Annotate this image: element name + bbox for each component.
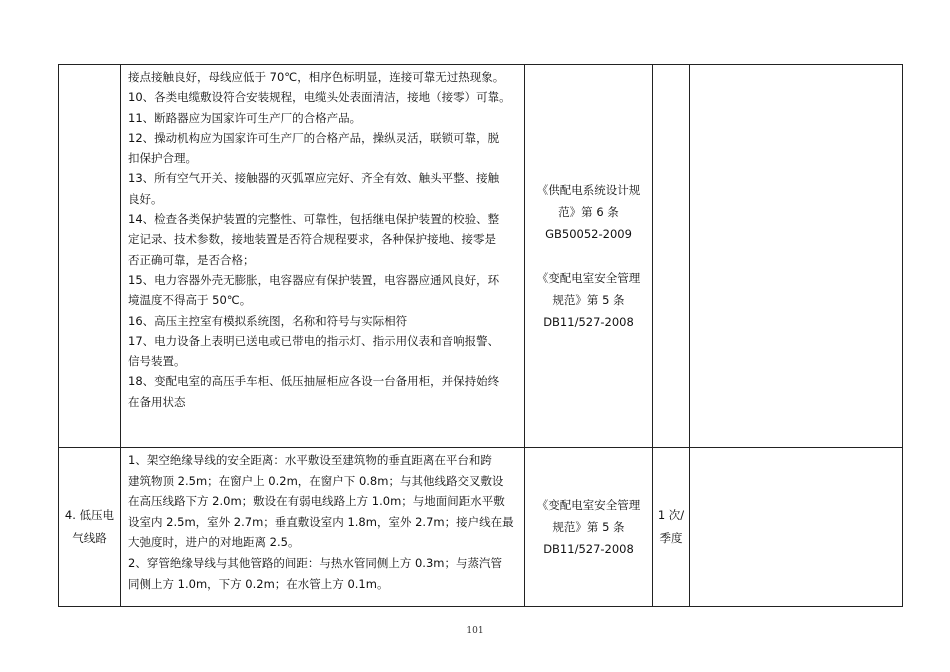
content-line: 定记录、技术参数，接地装置是否符合规程要求，各种保护接地、接零是 <box>128 232 496 247</box>
frequency-line: 1 次/ <box>657 508 685 522</box>
content-line: 17、电力设备上表明已送电或已带电的指示灯、指示用仪表和音响报警、 <box>128 333 500 348</box>
content-line: 11、断路器应为国家许可生产厂的合格产品。 <box>128 110 362 125</box>
content-line: 2、穿管绝缘导线与其他管路的间距：与热水管同侧上方 0.3m；与蒸汽管 <box>128 555 502 570</box>
content-line: 13、所有空气开关、接触器的灭弧罩应完好、齐全有效、触头平整、接触 <box>128 171 500 186</box>
content-cell <box>121 65 525 448</box>
content-line: 12、操动机构应为国家许可生产厂的合格产品，操纵灵活，联锁可靠，脱 <box>128 130 500 145</box>
content-line: 同侧上方 1.0m，下方 0.2m；在水管上方 0.1m。 <box>128 576 389 591</box>
remarks-cell <box>690 448 903 607</box>
remarks-cell <box>690 65 903 448</box>
content-line: 大弛度时，进户的对地距离 2.5。 <box>128 535 300 550</box>
page-number: 101 <box>466 626 484 636</box>
category-line: 气线路 <box>72 531 107 545</box>
content-line: 10、各类电缆敷设符合安装规程，电缆头处表面清洁，接地（接零）可靠。 <box>128 90 511 105</box>
frequency-cell <box>653 65 690 448</box>
content-line: 建筑物顶 2.5m；在窗户上 0.2m，在窗户下 0.8m；与其他线路交叉敷设 <box>128 473 504 488</box>
content-cell <box>121 448 525 607</box>
content-line: 境温度不得高于 50℃。 <box>128 293 252 308</box>
category-cell <box>59 448 121 607</box>
content-line: 在备用状态 <box>128 394 186 409</box>
content-line: 16、高压主控室有模拟系统图，名称和符号与实际相符 <box>128 313 408 328</box>
basis-line: 范》第 6 条 <box>558 205 619 219</box>
content-line: 在高压线路下方 2.0m；敷设在有弱电线路上方 1.0m；与地面间距水平敷 <box>128 494 505 509</box>
table-row <box>59 65 903 448</box>
content-line: 否正确可靠，是否合格； <box>128 252 255 267</box>
content-line: 15、电力容器外壳无膨胀，电容器应有保护装置，电容器应通风良好，环 <box>128 272 500 287</box>
basis-line: 规范》第 5 条 <box>552 520 625 534</box>
basis-cell <box>525 448 653 607</box>
category-cell <box>59 65 121 448</box>
basis-cell <box>525 65 653 448</box>
table-row <box>59 448 903 607</box>
frequency-cell <box>653 448 690 607</box>
basis-line: 《变配电室安全管理 <box>536 498 641 512</box>
content-line: 1、架空绝缘导线的安全距离：水平敷设至建筑物的垂直距离在平台和跨 <box>128 453 492 467</box>
basis-line: 《变配电室安全管理 <box>536 271 641 285</box>
content-line: 设室内 2.5m，室外 2.7m；垂直敷设室内 1.8m，室外 2.7m；接户线在最 <box>128 514 514 529</box>
content-line: 信号装置。 <box>128 354 186 369</box>
content-line: 扣保护合理。 <box>128 151 197 166</box>
frequency-line: 季度 <box>659 531 683 545</box>
content-line: 良好。 <box>128 191 163 206</box>
basis-line: GB50052-2009 <box>545 227 632 241</box>
basis-line: 规范》第 5 条 <box>552 293 625 307</box>
content-line: 接点接触良好，母线应低于 70℃，相序色标明显，连接可靠无过热现象。 <box>128 70 505 84</box>
basis-line: DB11/527-2008 <box>543 315 634 329</box>
content-line: 14、检查各类保护装置的完整性、可靠性，包括继电保护装置的校验、整 <box>128 212 500 227</box>
content-line: 18、变配电室的高压手车柜、低压抽屉柜应各设一台备用柜，并保持始终 <box>128 374 500 389</box>
category-line: 4. 低压电 <box>64 508 115 522</box>
basis-line: 《供配电系统设计规 <box>536 183 641 197</box>
inspection-table <box>58 64 903 607</box>
basis-line: DB11/527-2008 <box>543 542 634 556</box>
